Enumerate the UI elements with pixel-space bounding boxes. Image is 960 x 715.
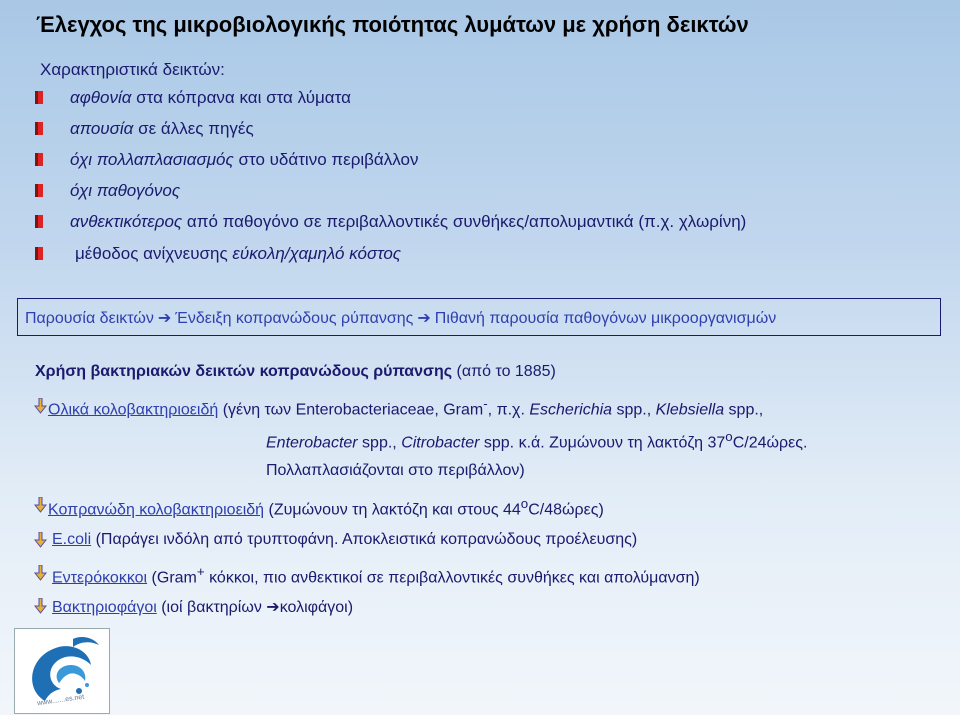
red-bullet-icon (35, 247, 43, 260)
enterococci-line: Εντερόκοκκοι (Gram+ κόκκοι, πιο ανθεκτικοί σε περιβαλλοντικές συνθήκες και απολύμανση) (52, 564, 700, 587)
characteristic-item: όχι πολλαπλασιασμός στο υδάτινο περιβάλλον (70, 150, 419, 169)
red-bullet-icon (35, 122, 43, 135)
red-bullet-icon (35, 215, 43, 228)
logo (14, 628, 110, 714)
arrow-right-icon: ➔ (157, 310, 172, 327)
arrow-right-icon: ➔ (417, 310, 431, 327)
arrow-bullet-icon (33, 532, 47, 548)
indicator-chain-text: Παρουσία δεικτών ➔ Ένδειξη κοπρανώδους ρύπανσης ➔ Πιθανή παρουσία παθογόνων μικροοργανισμών (25, 310, 777, 327)
characteristic-item: όχι παθογόνος (70, 181, 181, 200)
red-bullet-icon (35, 153, 43, 166)
fecal-coliforms-line: Κοπρανώδη κολοβακτηριοειδή (Ζυμώνουν τη λακτόζη και στους $44^oC/48ώ\rho\varepsilon\varsigma$) (48, 496, 604, 519)
ecoli-link[interactable]: E.coli (52, 531, 92, 548)
characteristic-item: ανθεκτικότερος από παθογόνο σε περιβαλλοντικές συνθήκες/απολυμαντικά (π.χ. χλωρίνη) (70, 212, 747, 231)
red-bullet-icon (35, 184, 43, 197)
fecal-coliforms-link[interactable]: Κοπρανώδη κολοβακτηριοειδή (48, 501, 265, 519)
page-title: Έλεγχος της μικροβιολογικής ποιότητας λυμάτων με χρήση δεικτών (36, 12, 749, 37)
enterococci-link[interactable]: Εντερόκοκκοι (52, 569, 148, 587)
arrow-bullet-icon (33, 398, 47, 414)
characteristic-item: μέθοδος ανίχνευσης εύκολη/χαμηλό κόστος (75, 244, 402, 263)
arrow-bullet-icon (33, 598, 47, 614)
usage-heading: Χρήση βακτηριακών δεικτών κοπρανώδους ρύπανσης (από το 1885) (35, 363, 556, 380)
bacteriophages-line: Βακτηριοφάγοι (ιοί βακτηρίων ➔κολιφάγοι) (52, 599, 354, 616)
coliforms-line-1: Ολικά κολοβακτηριοειδή (γένη των Enterobacteriaceae, Gram-, π.χ. Escherichia spp., Klebsiella spp., (48, 396, 764, 419)
coliforms-line-2: Enterobacter spp., Citrobacter spp. κ.ά. Ζυμώνουν τη λακτόζη $37^oC/24ώ\rho\varepsilon\varsigma$. (266, 429, 808, 452)
ecoli-line: E.coli (Παράγει ινδόλη από τρυπτοφάνη. Αποκλειστικά κοπρανώδους προέλευσης) (52, 531, 638, 548)
coliforms-line-3: Πολλαπλασιάζονται στο περιβάλλον) (266, 462, 525, 479)
logo-url: www.......es.net (36, 693, 85, 708)
total-coliforms-link[interactable]: Ολικά κολοβακτηριοειδή (48, 401, 219, 419)
arrow-bullet-icon (33, 565, 47, 581)
characteristic-item: αφθονία στα κόπρανα και στα λύματα (70, 88, 351, 107)
bacteriophages-link[interactable]: Βακτηριοφάγοι (52, 599, 157, 616)
arrow-right-icon: ➔ (266, 599, 280, 616)
characteristics-heading: Χαρακτηριστικά δεικτών: (40, 60, 225, 79)
characteristic-item: απουσία σε άλλες πηγές (70, 119, 254, 138)
arrow-bullet-icon (33, 497, 47, 513)
red-bullet-icon (35, 91, 43, 104)
